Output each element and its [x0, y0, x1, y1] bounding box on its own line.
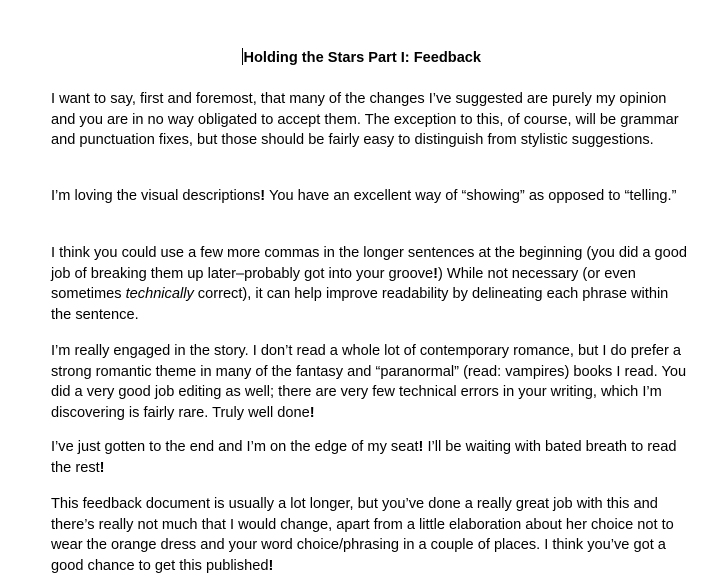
paragraph-opinion-disclaimer [51, 89, 691, 151]
paragraph-text: I’m loving the visual descriptions [51, 188, 261, 204]
exclamation-mark: ! [99, 459, 105, 476]
exclamation-mark: ! [418, 439, 424, 455]
paragraph-commas [51, 243, 691, 325]
paragraph-text: I’ll be waiting with bated breath to read the rest [51, 439, 677, 476]
exclamation-mark: ! [268, 557, 274, 574]
paragraph-closing [51, 494, 691, 576]
paragraph-text: I’m really engaged in the story. I don’t read a whole lot of contemporary romance, but I do prefer a strong romantic theme in many of the fantasy and “paranormal” (read: vampires) books I read. You did a very good job editing as well; there are very few technical errors in your writing, which I’m discovering is fairly rare. Truly well done [51, 343, 687, 421]
document-title [0, 48, 723, 68]
paragraph-visual-descriptions [51, 186, 691, 207]
paragraph-text: correct), it can help improve readability by delineating each phrase within the sentence. [51, 286, 669, 323]
italic-text: technically [125, 286, 194, 302]
paragraph-text: I think you could use a few more commas in the longer sentences at the beginning (you did a good job of breaking them up later–probably got into your groove [51, 245, 688, 282]
paragraph-text: This feedback document is usually a lot longer, but you’ve done a really great job with this and there’s really not much that I would change, apart from a little elaboration about her choice not to wear the orange dress and your word choice/phrasing in a couple of places. I think you’ve got a good chance to get this published [51, 496, 674, 574]
document-title-text: Holding the Stars Part I: Feedback [243, 50, 482, 66]
paragraph-edge-of-seat [51, 437, 691, 478]
exclamation-mark: ! [433, 265, 438, 282]
exclamation-mark: ! [260, 188, 266, 204]
paragraph-text: I’ve just gotten to the end and I’m on the edge of my seat [51, 439, 419, 455]
paragraph-text: You have an excellent way of “showing” as opposed to “telling.” [265, 188, 677, 204]
exclamation-mark: ! [309, 404, 315, 421]
paragraph-text: ) While not necessary (or even sometimes [51, 265, 636, 302]
paragraph-text: I want to say, first and foremost, that many of the changes I’ve suggested are purely my opinion and you are in no way obligated to accept them. The exception to this, of course, will be grammar and punctuation fixes, but those should be fairly easy to distinguish from stylistic suggestions. [51, 91, 679, 148]
paragraph-engaged-story [51, 341, 691, 423]
